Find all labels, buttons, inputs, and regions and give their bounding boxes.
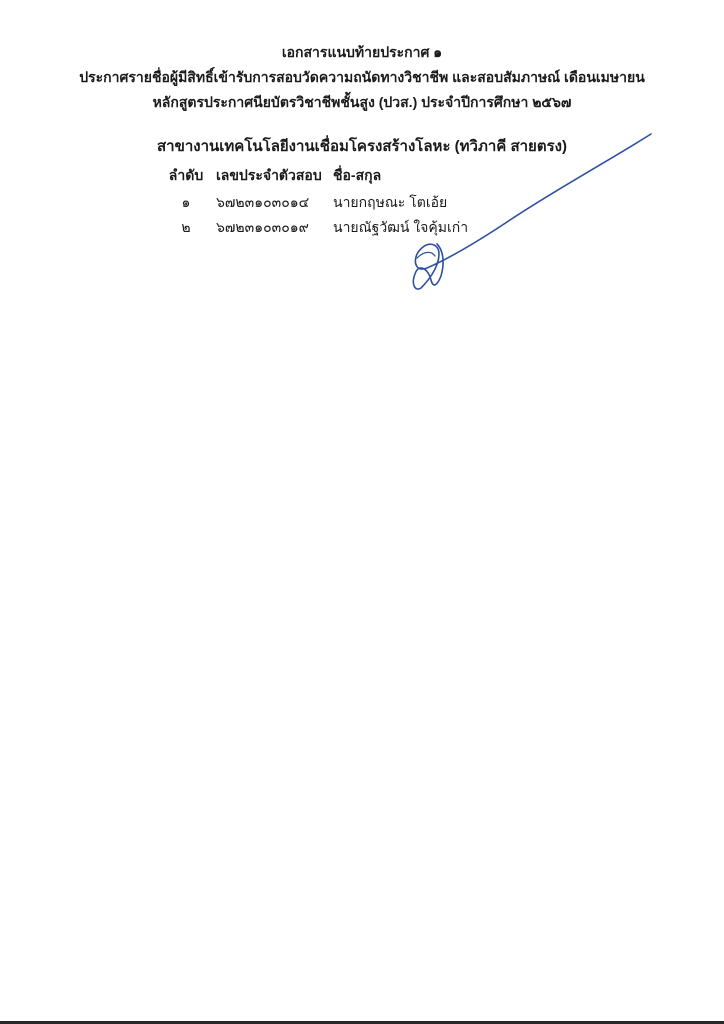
handwritten-signature — [405, 130, 660, 295]
table-row-2-exam-id: ๖๗๒๓๑๐๓๐๑๙ — [216, 219, 309, 235]
table-row-1-name: นายกฤษณะ โตเอ้ย — [333, 194, 448, 210]
table-row-1-seq: ๑ — [181, 194, 191, 210]
header-program: หลักสูตรประกาศนียบัตรวิชาชีพชั้นสูง (ปวส.) ประจำปีการศึกษา ๒๕๖๗ — [152, 94, 572, 110]
table-row-1-exam-id: ๖๗๒๓๑๐๓๐๑๔ — [216, 194, 310, 210]
header-title: เอกสารแนบท้ายประกาศ ๑ — [281, 44, 443, 60]
column-header-exam-id: เลขประจำตัวสอบ — [216, 167, 322, 183]
table-row-2-name: นายณัฐวัฒน์ ใจคุ้มเก่า — [333, 219, 469, 235]
table-row-2-seq: ๒ — [181, 219, 191, 235]
column-header-name: ชื่อ-สกุล — [333, 167, 382, 183]
header-announcement: ประกาศรายชื่อผู้มีสิทธิ์เข้ารับการสอบวัดความถนัดทางวิชาชีพ และสอบสัมภาษณ์ เดือนเมษายน — [79, 69, 645, 85]
section-title: สาขางานเทคโนโลยีงานเชื่อมโครงสร้างโลหะ (ทวิภาคี สายตรง) — [157, 138, 567, 155]
column-header-seq: ลำดับ — [168, 167, 204, 183]
document-header — [0, 40, 724, 115]
